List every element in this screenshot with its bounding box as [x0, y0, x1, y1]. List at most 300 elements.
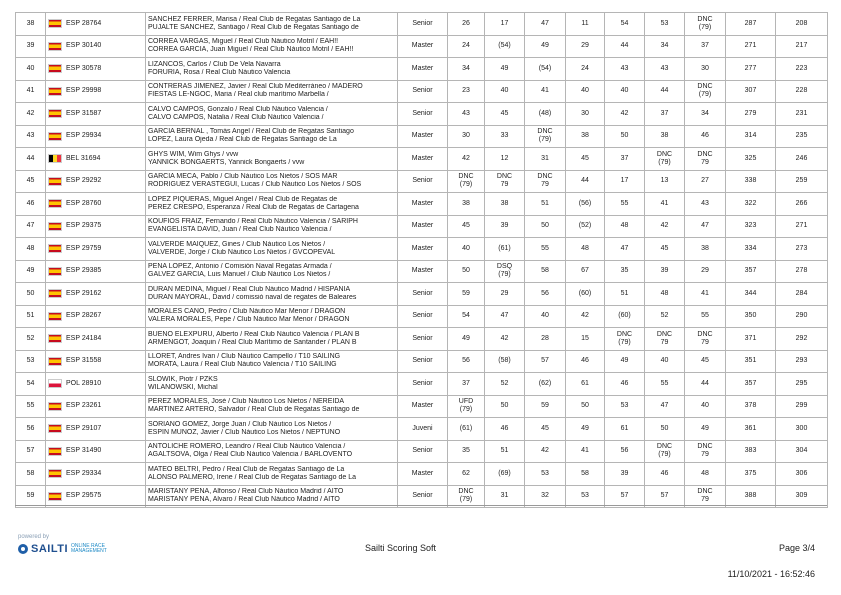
race-score-cell	[566, 283, 605, 306]
race-score: (61)	[459, 424, 473, 432]
crew-cell	[146, 440, 398, 463]
race-score: 49	[541, 42, 549, 50]
race-score-cell	[525, 193, 566, 216]
race-score-cell	[525, 440, 566, 463]
race-score: (48)	[538, 109, 552, 117]
crew-cell	[146, 13, 398, 36]
race-score-cell	[645, 440, 685, 463]
race-score: 45	[500, 109, 509, 117]
race-score: (62)	[538, 379, 552, 387]
sail-cell	[46, 35, 146, 58]
race-score-cell	[645, 463, 685, 486]
race-score: 42	[620, 109, 629, 117]
race-score: 38	[500, 199, 509, 207]
race-score-cell	[645, 395, 685, 418]
race-score-cell	[605, 373, 645, 396]
race-score: 58	[541, 267, 549, 275]
race-score-cell	[566, 125, 605, 148]
net-cell: 271	[776, 215, 828, 238]
race-score: 30	[462, 132, 470, 140]
race-score: 38	[581, 132, 589, 140]
rank-cell: 55	[16, 395, 46, 418]
sail-cell	[46, 103, 146, 126]
crew-member: AGALTSOVA, Olga / Real Club Náutico Valencia / BARLOVENTO	[148, 451, 353, 459]
race-score: 24	[581, 64, 589, 72]
total-cell: 271	[726, 35, 776, 58]
rank-cell: 39	[16, 35, 46, 58]
race-score-cell	[645, 215, 685, 238]
category-cell: Senior	[398, 350, 448, 373]
category-cell: Senior	[398, 103, 448, 126]
race-score: DNC	[697, 150, 713, 158]
crew-cell	[146, 103, 398, 126]
table-row	[16, 103, 828, 126]
race-score-cell	[645, 103, 685, 126]
crew-member: LIZANCOS, Carlos / Club De Vela Navarra	[148, 60, 281, 68]
race-score-cell	[685, 260, 726, 283]
net-cell: 299	[776, 395, 828, 418]
race-score-cell	[448, 215, 485, 238]
race-score: DNC	[697, 488, 713, 496]
race-score-cell	[485, 148, 525, 171]
race-score: 57	[620, 492, 629, 500]
race-score-cell	[605, 418, 645, 441]
table-row	[16, 260, 828, 283]
race-score-cell	[566, 418, 605, 441]
race-score-cell	[448, 328, 485, 351]
crew-member: FORURIA, Rosa / Real Club Náutico Valencia	[148, 68, 291, 76]
race-score: (54)	[538, 64, 552, 72]
race-score: (60)	[578, 289, 592, 297]
crew-cell	[146, 125, 398, 148]
race-score-cell	[605, 103, 645, 126]
race-score: 28	[541, 334, 549, 342]
category-cell: Senior	[398, 13, 448, 36]
race-score-cell	[605, 350, 645, 373]
rank-cell: 43	[16, 125, 46, 148]
esp-flag-icon	[48, 469, 62, 478]
race-score-cell	[525, 418, 566, 441]
race-score-cell	[685, 125, 726, 148]
race-score: 53	[581, 492, 589, 500]
sail-number: ESP 31490	[66, 447, 102, 455]
race-score: 41	[541, 87, 549, 95]
race-score: DNC	[458, 488, 474, 496]
esp-flag-icon	[48, 109, 62, 118]
race-score-cell	[525, 350, 566, 373]
crew-member: GARCIA BERNAL , Tomás Angel / Real Club de Regatas Santiago	[148, 128, 354, 136]
crew-member: SORIANO GÓMEZ, Jorge Juan / Club Náutico Los Nietos /	[148, 420, 332, 428]
race-score-cell	[485, 440, 525, 463]
software-name: Sailti Scoring Soft	[365, 543, 437, 553]
race-score: 17	[620, 177, 629, 185]
race-score-cell	[448, 103, 485, 126]
crew-member: LOPEZ, Laura Ojeda / Real Club de Regatas Santiago de La	[148, 136, 337, 144]
total-cell: 287	[726, 13, 776, 36]
race-score: 11	[581, 19, 589, 27]
race-score-cell	[605, 148, 645, 171]
race-score: DNC	[537, 173, 553, 181]
race-score: 42	[500, 334, 509, 342]
table-row	[16, 125, 828, 148]
rank-cell: 49	[16, 260, 46, 283]
crew-member: VALVERDE MAIQUEZ, Gines / Club Náutico Los Nietos /	[148, 240, 326, 248]
crew-member: ESPIN MUÑOZ, Javier / Club Náutico Los Nietos / NEPTUNO	[148, 428, 341, 436]
race-score: 79	[660, 338, 669, 346]
total-cell: 383	[726, 440, 776, 463]
race-score-cell	[448, 13, 485, 36]
race-score-cell	[485, 80, 525, 103]
race-score: 79	[701, 496, 709, 504]
race-score: 37	[620, 154, 629, 162]
race-score: 42	[541, 447, 549, 455]
total-cell: 357	[726, 260, 776, 283]
crew-member: ANTOLICHE ROMERO, Leandro / Real Club Náutico Valencia /	[148, 443, 346, 451]
race-score: 50	[581, 402, 589, 410]
footer-divider	[15, 505, 827, 506]
race-score: 15	[581, 334, 589, 342]
total-cell: 371	[726, 328, 776, 351]
race-score-cell	[448, 463, 485, 486]
page-number: Page 3/4	[778, 543, 815, 553]
total-cell: 344	[726, 283, 776, 306]
race-score: 56	[462, 357, 470, 365]
crew-member: DURAN MAYORAL, David / comissió naval de regates de Baleares	[148, 293, 357, 301]
category-cell: Senior	[398, 440, 448, 463]
race-score: 50	[462, 267, 470, 275]
sailti-logo-word: SAILTI	[31, 543, 69, 555]
crew-member: CORREA GARCIA, Juan Miguel / Real Club Náutico Motril / EAH!!	[148, 46, 354, 54]
esp-flag-icon	[48, 492, 62, 501]
race-score-cell	[525, 260, 566, 283]
sail-cell	[46, 305, 146, 328]
print-timestamp: 11/10/2021 - 16:52:46	[727, 569, 815, 579]
crew-cell	[146, 170, 398, 193]
race-score: 12	[500, 154, 509, 162]
race-score: 35	[462, 447, 470, 455]
crew-cell	[146, 373, 398, 396]
sail-number: ESP 29998	[66, 87, 102, 95]
race-score-cell	[448, 170, 485, 193]
race-score: 30	[701, 64, 709, 72]
esp-flag-icon	[48, 132, 62, 141]
race-score-cell	[485, 328, 525, 351]
race-score-cell	[448, 193, 485, 216]
race-score-cell	[525, 103, 566, 126]
sail-number: ESP 31587	[66, 109, 102, 117]
crew-cell	[146, 238, 398, 261]
net-cell: 290	[776, 305, 828, 328]
category-cell: Master	[398, 215, 448, 238]
race-score-cell	[605, 328, 645, 351]
race-score-cell	[448, 395, 485, 418]
race-score-cell	[485, 170, 525, 193]
race-score-cell	[645, 80, 685, 103]
category-cell: Master	[398, 35, 448, 58]
total-cell: 357	[726, 373, 776, 396]
race-score: DNC	[656, 330, 673, 338]
race-score: 40	[660, 357, 669, 365]
sail-number: ESP 29385	[66, 267, 102, 275]
race-score: 49	[581, 424, 589, 432]
rank-cell: 45	[16, 170, 46, 193]
sail-number: POL 28910	[66, 379, 102, 387]
race-score: (60)	[618, 312, 631, 320]
total-cell: 338	[726, 170, 776, 193]
sail-number: ESP 29162	[66, 289, 102, 297]
race-score: 38	[701, 244, 709, 252]
race-score-cell	[485, 58, 525, 81]
race-score: 43	[660, 64, 669, 72]
esp-flag-icon	[48, 199, 62, 208]
crew-member: WILANOWSKI, Michal	[148, 383, 218, 391]
crew-cell	[146, 58, 398, 81]
net-cell: 231	[776, 103, 828, 126]
race-score-cell	[645, 148, 685, 171]
race-score-cell	[525, 215, 566, 238]
crew-member: MORALES CANO, Pedro / Club Náutico Mar Menor / DRAGON	[148, 308, 346, 316]
esp-flag-icon	[48, 87, 62, 96]
crew-member: ARMENGOT, Joaquin / Real Club Marítimo de Santander / PLAN B	[148, 338, 357, 346]
crew-cell	[146, 418, 398, 441]
race-score: 58	[581, 469, 589, 477]
race-score-cell	[605, 440, 645, 463]
race-score: 29	[581, 42, 589, 50]
race-score: 55	[541, 244, 549, 252]
race-score-cell	[645, 125, 685, 148]
race-score: 33	[500, 132, 509, 140]
race-score: 59	[462, 289, 470, 297]
race-score: 45	[581, 154, 589, 162]
race-score-cell	[566, 463, 605, 486]
race-score: 54	[620, 19, 629, 27]
crew-cell	[146, 260, 398, 283]
race-score-cell	[525, 125, 566, 148]
race-score: 34	[660, 42, 669, 50]
esp-flag-icon	[48, 244, 62, 253]
total-cell: 378	[726, 395, 776, 418]
esp-flag-icon	[48, 402, 62, 411]
race-score: 47	[541, 19, 549, 27]
race-score-cell	[645, 350, 685, 373]
race-score: 24	[462, 42, 470, 50]
race-score: 43	[701, 199, 709, 207]
race-score: 39	[500, 222, 509, 230]
race-score: 46	[581, 357, 589, 365]
crew-member: EVANGELISTA DAVID, Juan / Real Club Náutico Valencia /	[148, 226, 332, 234]
race-score: 48	[701, 469, 709, 477]
race-score-cell	[448, 260, 485, 283]
race-score-cell	[685, 328, 726, 351]
rank-cell: 56	[16, 418, 46, 441]
race-score-cell	[448, 418, 485, 441]
sail-cell	[46, 328, 146, 351]
race-score: 42	[462, 154, 470, 162]
race-score-cell	[605, 463, 645, 486]
race-score: 49	[500, 64, 509, 72]
table-row	[16, 440, 828, 463]
net-cell: 309	[776, 485, 828, 508]
race-score: (79)	[498, 271, 511, 279]
race-score: 39	[660, 267, 669, 275]
race-score-cell	[685, 463, 726, 486]
race-score: 56	[541, 289, 549, 297]
race-score-cell	[605, 170, 645, 193]
race-score-cell	[566, 373, 605, 396]
race-score: DNC	[697, 83, 713, 91]
net-cell: 273	[776, 238, 828, 261]
rank-cell: 54	[16, 373, 46, 396]
crew-member: YANNICK BONGAERTS, Yannick Bongaerts / vvw	[148, 158, 305, 166]
crew-member: GARCIA MECA, Pablo / Club Náutico Los Nietos / SOS MAR	[148, 173, 338, 181]
race-score-cell	[605, 215, 645, 238]
rank-cell: 53	[16, 350, 46, 373]
crew-member: KOUFIOS FRAIZ, Fernando / Real Club Náutico Valencia / SARIPH	[148, 218, 358, 226]
race-score: 38	[462, 199, 470, 207]
crew-member: PEREZ CRESPO, Esperanza / Real Club de Regatas de Cartagena	[148, 203, 359, 211]
rank-cell: 48	[16, 238, 46, 261]
race-score-cell	[448, 373, 485, 396]
race-score-cell	[605, 193, 645, 216]
net-cell: 259	[776, 170, 828, 193]
table-row	[16, 148, 828, 171]
race-score: 46	[500, 424, 509, 432]
race-score-cell	[485, 260, 525, 283]
race-score-cell	[485, 193, 525, 216]
category-cell: Juveni	[398, 418, 448, 441]
sail-number: ESP 29575	[66, 492, 102, 500]
table-row	[16, 350, 828, 373]
race-score: 43	[462, 109, 470, 117]
crew-cell	[146, 148, 398, 171]
race-score-cell	[525, 80, 566, 103]
race-score-cell	[566, 440, 605, 463]
race-score: 40	[500, 87, 509, 95]
table-row	[16, 305, 828, 328]
pol-flag-icon	[48, 379, 62, 388]
sail-cell	[46, 395, 146, 418]
crew-member: FIESTAS LE-NGOC, Maria / Real club marítimo Marbella /	[148, 91, 329, 99]
esp-flag-icon	[48, 334, 62, 343]
race-score: 29	[500, 289, 509, 297]
race-score: 17	[500, 19, 509, 27]
race-score: 26	[462, 19, 470, 27]
race-score-cell	[485, 35, 525, 58]
race-score: DNC	[697, 15, 713, 23]
race-score-cell	[605, 395, 645, 418]
race-score-cell	[525, 58, 566, 81]
crew-member: VALVERDE, Jorge / Club Náutico Los Nietos / GVCOPEVAL	[148, 248, 336, 256]
race-score: 45	[541, 424, 549, 432]
table-row	[16, 58, 828, 81]
race-score: 46	[660, 469, 669, 477]
race-score: 53	[541, 469, 549, 477]
race-score: 51	[541, 199, 549, 207]
sailti-logo	[18, 543, 119, 555]
sail-cell	[46, 215, 146, 238]
race-score: 31	[500, 492, 509, 500]
table-row	[16, 463, 828, 486]
crew-member: PENA LOPEZ, Antonio / Comisión Naval Regatas Armada /	[148, 263, 332, 271]
net-cell: 306	[776, 463, 828, 486]
sail-cell	[46, 350, 146, 373]
crew-member: DURAN MEDINA, Miguel / Real Club Náutico Madrid / HISPANIA	[148, 285, 351, 293]
race-score: 40	[701, 402, 709, 410]
race-score-cell	[566, 260, 605, 283]
sail-cell	[46, 125, 146, 148]
esp-flag-icon	[48, 177, 62, 186]
race-score-cell	[645, 260, 685, 283]
race-score: 47	[701, 222, 709, 230]
race-score: 37	[462, 379, 470, 387]
table-row	[16, 283, 828, 306]
race-score-cell	[525, 170, 566, 193]
race-score: 29	[701, 267, 709, 275]
total-cell: 307	[726, 80, 776, 103]
crew-member: LOPEZ PIQUERAS, Miguel Angel / Real Club de Regatas de	[148, 195, 338, 203]
race-score: 44	[660, 87, 669, 95]
race-score: 47	[620, 244, 629, 252]
race-score-cell	[448, 283, 485, 306]
race-score-cell	[485, 125, 525, 148]
race-score-cell	[685, 350, 726, 373]
race-score: (79)	[459, 406, 473, 414]
crew-member: MATEO BELTRI, Pedro / Real Club de Regatas Santiago de La	[148, 465, 345, 473]
crew-member: CALVO CAMPOS, Gonzalo / Real Club Náutico Valencia /	[148, 105, 328, 113]
rank-cell: 58	[16, 463, 46, 486]
crew-cell	[146, 328, 398, 351]
total-cell: 322	[726, 193, 776, 216]
race-score: 40	[541, 312, 549, 320]
category-cell: Senior	[398, 170, 448, 193]
race-score-cell	[605, 305, 645, 328]
race-score-cell	[605, 283, 645, 306]
race-score-cell	[685, 148, 726, 171]
race-score: 53	[660, 19, 669, 27]
rank-cell: 44	[16, 148, 46, 171]
race-score: 35	[620, 267, 629, 275]
crew-cell	[146, 283, 398, 306]
race-score-cell	[685, 13, 726, 36]
race-score: 44	[620, 42, 629, 50]
race-score: 56	[620, 447, 629, 455]
race-score: 41	[660, 199, 669, 207]
rank-cell: 42	[16, 103, 46, 126]
race-score-cell	[448, 440, 485, 463]
race-score: 50	[660, 424, 669, 432]
total-cell: 351	[726, 350, 776, 373]
race-score: 13	[660, 177, 669, 185]
esp-flag-icon	[48, 64, 62, 73]
race-score: 59	[541, 402, 549, 410]
race-score: 49	[462, 334, 470, 342]
race-score: 23	[462, 87, 470, 95]
sail-number: ESP 29375	[66, 222, 102, 230]
net-cell: 284	[776, 283, 828, 306]
race-score-cell	[485, 418, 525, 441]
race-score-cell	[525, 395, 566, 418]
race-score: 55	[660, 379, 669, 387]
race-score: 45	[462, 222, 470, 230]
race-score-cell	[485, 373, 525, 396]
race-score: (79)	[658, 451, 671, 459]
race-score-cell	[685, 193, 726, 216]
race-score: 53	[620, 402, 629, 410]
race-score: 43	[620, 64, 629, 72]
sail-cell	[46, 238, 146, 261]
table-row	[16, 373, 828, 396]
race-score-cell	[685, 103, 726, 126]
